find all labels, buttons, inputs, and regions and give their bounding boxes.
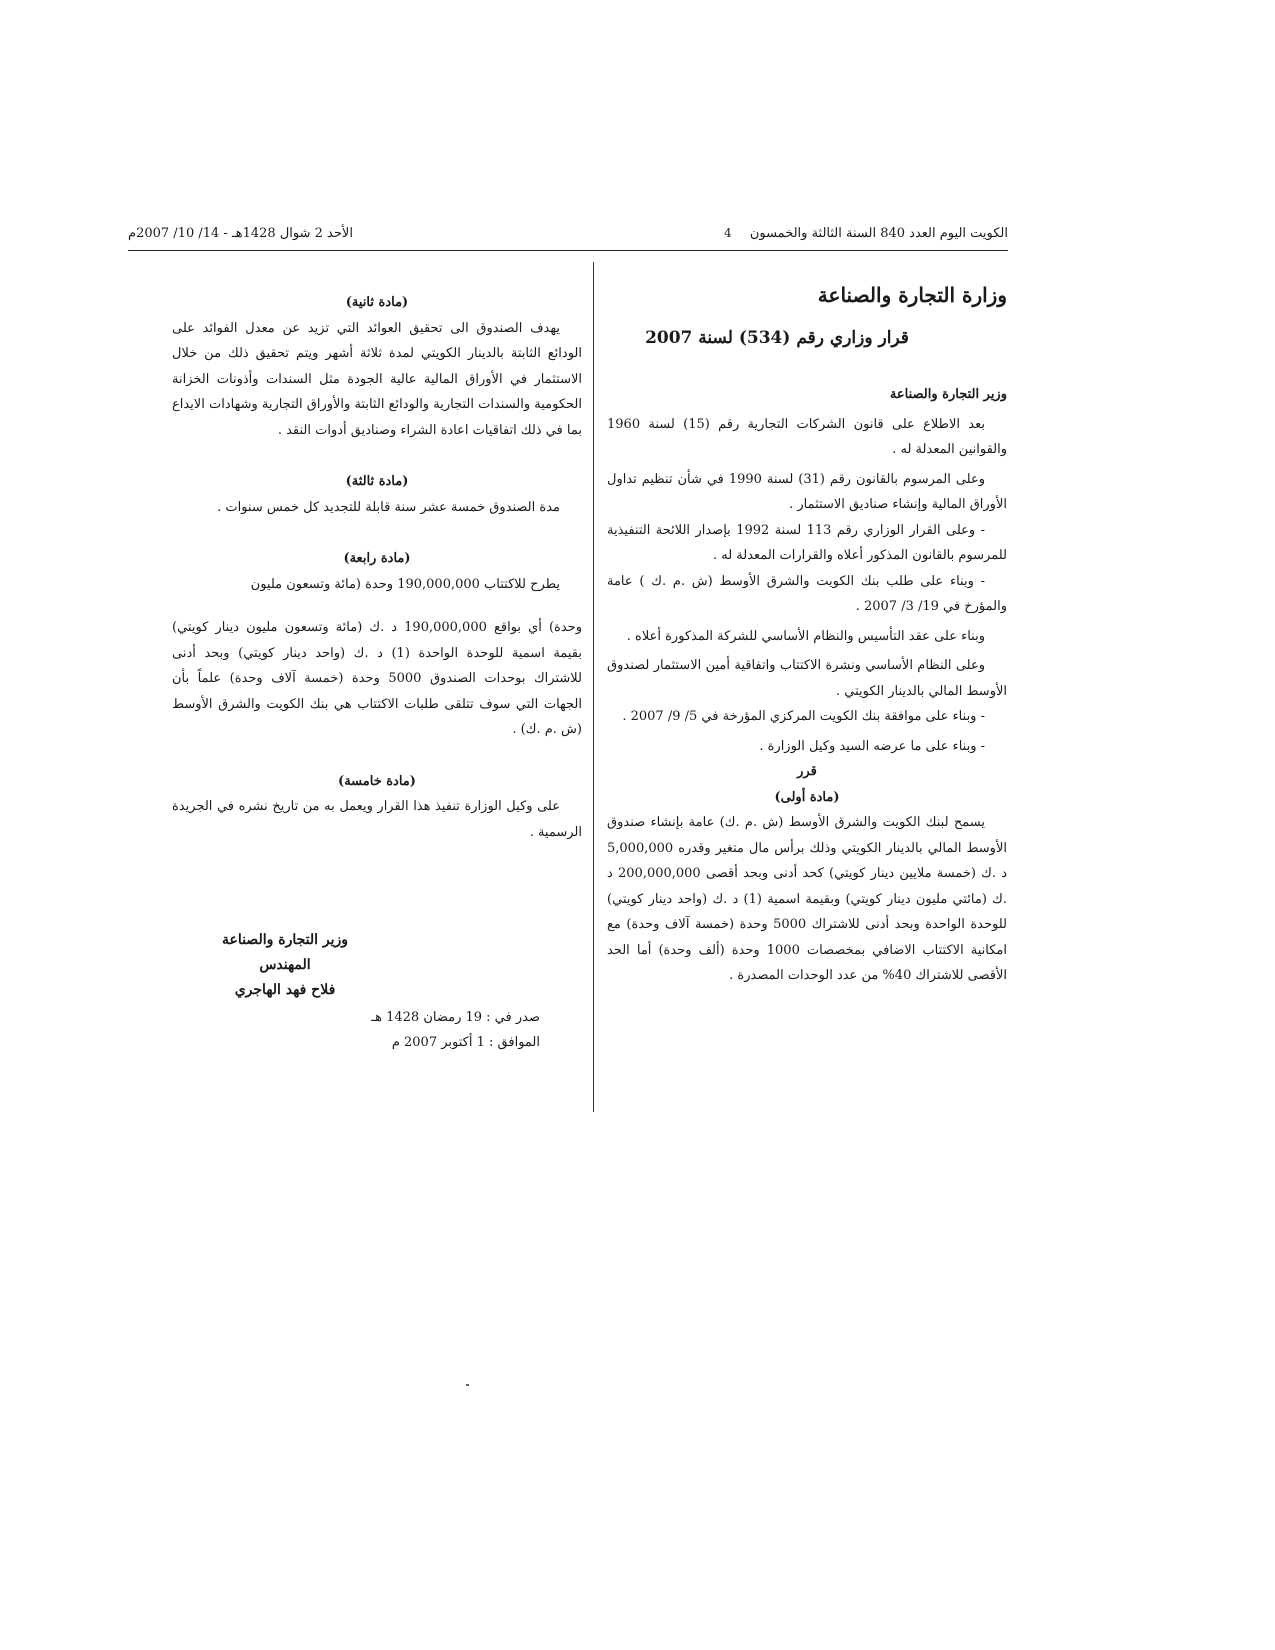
header-rule [128,250,1008,251]
article-4-text: يطرح للاكتتاب 190,000,000 وحدة (مائة وتسعون مليون [250,576,560,592]
article-1-title: (مادة أولى) [774,789,840,805]
article-1-text: يسمح لبنك الكويت والشرق الأوسط (ش .م .ك) عامة بإنشاء صندوق الأوسط المالي بالدينار الكويتي وذلك برأس مال متغير وقدره 5,000,000 د .ك (خمسة ملايين دينار كويتي) كحد أدنى وبحد أقصى 200,000,000 د .ك (مائتي مليون دينار كويتي) وبقيمة اسمية (1) د .ك (واحد دينار كويتي) للوحدة الواحدة وبحد أدنى للاشتراك 5000 وحدة (خمسة آلاف وحدة) مع امكانية الاكتتاب الاضافي بمخصصات 1000 وحدة (ألف وحدة) أما الحد الأقصى للاشتراك 40% من عدد الوحدات المصدرة . [607,815,1007,983]
signature-name: فلاح فهد الهاجري [234,982,336,998]
issue-date-gregorian: الموافق : 1 أكتوبر 2007 م [391,1035,540,1050]
preamble-paragraph: بعد الاطلاع على قانون الشركات التجارية رقم (15) لسنة 1960 والقوانين المعدلة له . [607,416,1007,457]
preamble-paragraph: - وبناء على طلب بنك الكويت والشرق الأوسط (ش .م .ك ) عامة والمؤرخ في 19/ 3/ 2007 . [607,573,1007,614]
scan-speck [466,1384,469,1386]
article-3-text: مدة الصندوق خمسة عشر سنة قابلة للتجديد كل خمس سنوات . [217,499,560,515]
header-issue-info [724,226,1008,241]
article-5-text: على وكيل الوزارة تنفيذ هذا القرار ويعمل به من تاريخ نشره في الجريدة الرسمية . [172,799,582,840]
preamble-paragraph: وبناء على عقد التأسيس والنظام الأساسي للشركة المذكورة أعلاه . [626,628,985,644]
column-divider [593,262,594,1112]
preamble-paragraph: وعلى النظام الأساسي ونشرة الاكتتاب واتفاقية أمين الاستثمار لصندوق الأوسط المالي بالدينار الكويتي . [607,658,1007,699]
signature-block [195,928,375,1003]
preamble-paragraph: وعلى المرسوم بالقانون رقم (31) لسنة 1990 في شأن تنظيم تداول الأوراق المالية وإنشاء صناديق الاستثمار . [607,471,1007,512]
signature-rank: المهندس [259,957,311,973]
article-3-title: (مادة ثالثة) [345,474,409,489]
page-header [128,226,1008,256]
header-publication: الكويت اليوم العدد 840 السنة الثالثة والخمسون [749,226,1008,241]
preamble-paragraph: - وبناء على ما عرضه السيد وكيل الوزارة . [759,738,985,754]
issue-date-block [340,1005,540,1055]
minister-heading: وزير التجارة والصناعة [889,387,1007,402]
signature-title: وزير التجارة والصناعة [221,932,349,948]
page-number: 4 [724,226,732,240]
decree-title: قرار وزاري رقم (534) لسنة 2007 [645,328,909,348]
article-4-title: (مادة رابعة) [343,551,411,566]
article-2-text: يهدف الصندوق الى تحقيق العوائد التي تزيد عن معدل الفوائد على الودائع الثابتة بالدينار الكويتي لمدة ثلاثة أشهر ويتم تحقيق ذلك من خلال الاستثمار في الأوراق المالية عالية الجودة مثل السندات وأذونات الخزانة الحكومية والسندات التجارية والودائع الثابتة والأوراق التجارية وشهادات الايداع بما في ذلك اتفاقيات اعادة الشراء وصناديق أدوات النقد . [172,320,582,438]
article-2-title: (مادة ثانية) [345,295,409,310]
decided-heading: قرر [797,764,817,779]
preamble-paragraph: - وبناء على موافقة بنك الكويت المركزي المؤرخة في 5/ 9/ 2007 . [622,709,985,724]
left-column [172,290,582,845]
right-column [607,280,1007,989]
preamble-paragraph: - وعلى القرار الوزاري رقم 113 لسنة 1992 بإصدار اللائحة التنفيذية للمرسوم بالقانون المذكور أعلاه والقرارات المعدلة له . [607,522,1007,563]
header-date: الأحد 2 شوال 1428هـ - 14/ 10/ 2007م [128,226,353,241]
issue-date-hijri: صدر في : 19 رمضان 1428 هـ [371,1010,540,1025]
ministry-heading: وزارة التجارة والصناعة [817,283,1007,307]
article-4-text-continued: وحدة) أي بواقع 190,000,000 د .ك (مائة وتسعون مليون دينار كويتي) بقيمة اسمية للوحدة الواحدة (1) د .ك (واحد دينار كويتي) وبحد أدنى للاشتراك بوحدات الصندوق 5000 وحدة (خمسة آلاف وحدة) علماً بأن الجهات التي سوف تتلقى طلبات الاكتتاب هي بنك الكويت والشرق الأوسط (ش .م .ك) . [172,620,582,737]
article-5-title: (مادة خامسة) [338,773,416,789]
